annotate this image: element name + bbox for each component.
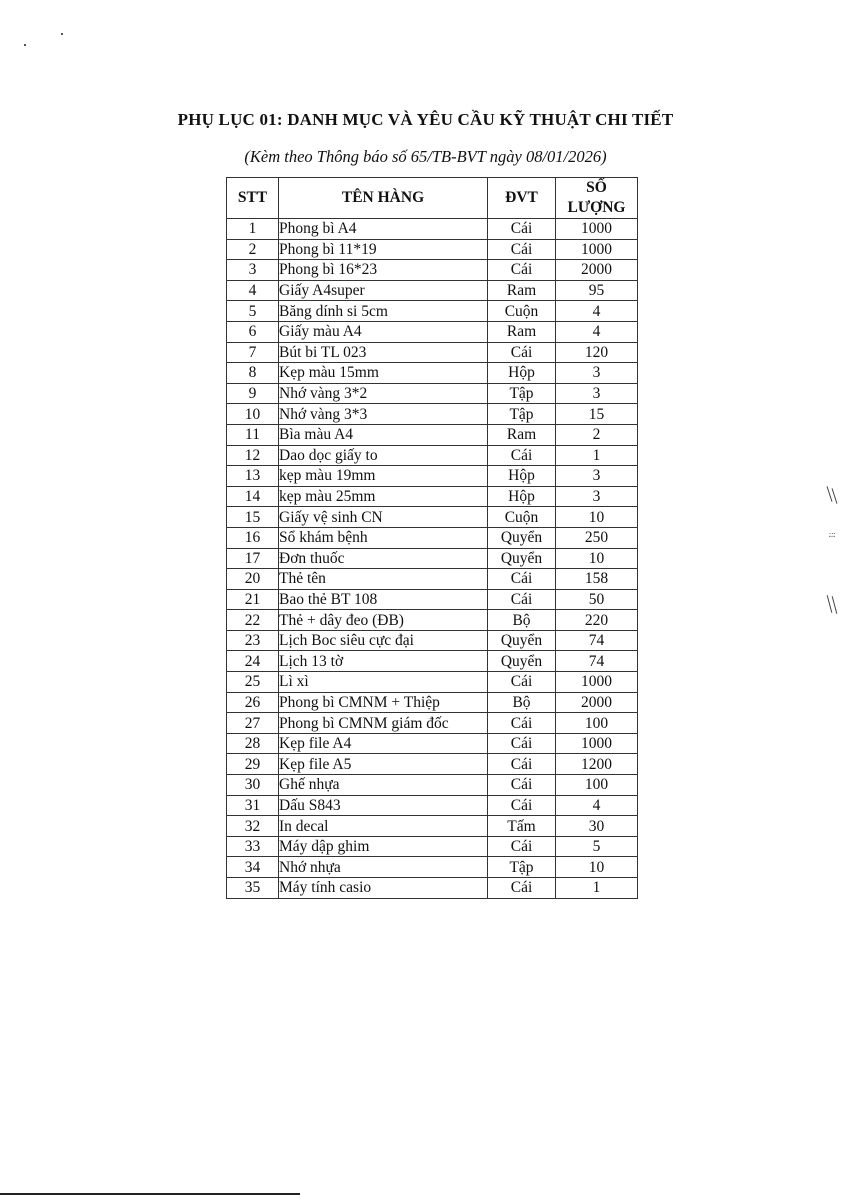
cell-name: Phong bì A4 — [279, 219, 488, 240]
cell-qty: 4 — [556, 795, 638, 816]
header-qty — [556, 178, 638, 219]
table-row — [227, 692, 638, 713]
cell-unit: Cái — [488, 219, 556, 240]
table-row — [227, 280, 638, 301]
cell-name: Kẹp file A4 — [279, 733, 488, 754]
margin-stamp-fragment: ⁝⁞ — [826, 532, 836, 538]
scan-speck — [61, 33, 63, 35]
cell-stt: 16 — [227, 527, 279, 548]
cell-qty: 1000 — [556, 733, 638, 754]
cell-name: Thẻ + dây đeo (ĐB) — [279, 610, 488, 631]
page-subtitle: (Kèm theo Thông báo số 65/TB-BVT ngày 08/01/2026) — [244, 147, 607, 166]
cell-qty: 3 — [556, 466, 638, 487]
cell-unit: Cái — [488, 239, 556, 260]
cell-qty: 250 — [556, 527, 638, 548]
page-title: PHỤ LỤC 01: DANH MỤC VÀ YÊU CẦU KỸ THUẬT CHI TIẾT — [177, 110, 674, 129]
header-stt: STT — [227, 178, 279, 219]
cell-qty: 10 — [556, 548, 638, 569]
header-qty-line1: SỐ — [586, 179, 607, 196]
cell-unit: Hộp — [488, 486, 556, 507]
cell-unit: Cuộn — [488, 301, 556, 322]
cell-name: Lịch Boc siêu cực đại — [279, 630, 488, 651]
cell-name: Bìa màu A4 — [279, 424, 488, 445]
cell-name: Thẻ tên — [279, 569, 488, 590]
cell-stt: 11 — [227, 424, 279, 445]
cell-name: Giấy A4super — [279, 280, 488, 301]
cell-name: Giấy vệ sinh CN — [279, 507, 488, 528]
cell-stt: 17 — [227, 548, 279, 569]
table-row — [227, 321, 638, 342]
cell-stt: 10 — [227, 404, 279, 425]
table-header-row — [227, 178, 638, 219]
table-row — [227, 466, 638, 487]
table-row — [227, 713, 638, 734]
cell-qty: 2000 — [556, 260, 638, 281]
cell-name: Bao thẻ BT 108 — [279, 589, 488, 610]
cell-unit: Tập — [488, 404, 556, 425]
table-row — [227, 445, 638, 466]
table-row — [227, 589, 638, 610]
cell-unit: Cái — [488, 713, 556, 734]
cell-unit: Cuộn — [488, 507, 556, 528]
cell-qty: 1200 — [556, 754, 638, 775]
items-table — [226, 177, 638, 899]
cell-qty: 5 — [556, 836, 638, 857]
header-unit: ĐVT — [488, 178, 556, 219]
table-row — [227, 836, 638, 857]
cell-unit: Bộ — [488, 692, 556, 713]
cell-stt: 24 — [227, 651, 279, 672]
cell-unit: Cái — [488, 878, 556, 899]
cell-name: Kẹp màu 15mm — [279, 363, 488, 384]
cell-name: Bút bi TL 023 — [279, 342, 488, 363]
cell-qty: 158 — [556, 569, 638, 590]
cell-unit: Cái — [488, 836, 556, 857]
header-name: TÊN HÀNG — [279, 178, 488, 219]
cell-stt: 22 — [227, 610, 279, 631]
cell-unit: Cái — [488, 672, 556, 693]
cell-stt: 35 — [227, 878, 279, 899]
table-body — [227, 219, 638, 899]
cell-unit: Cái — [488, 589, 556, 610]
cell-stt: 20 — [227, 569, 279, 590]
table-row — [227, 527, 638, 548]
cell-stt: 29 — [227, 754, 279, 775]
cell-qty: 2000 — [556, 692, 638, 713]
cell-stt: 23 — [227, 630, 279, 651]
cell-qty: 120 — [556, 342, 638, 363]
cell-stt: 1 — [227, 219, 279, 240]
cell-qty: 3 — [556, 383, 638, 404]
cell-unit: Ram — [488, 280, 556, 301]
cell-name: Máy dập ghim — [279, 836, 488, 857]
cell-unit: Cái — [488, 342, 556, 363]
cell-name: Dao dọc giấy to — [279, 445, 488, 466]
table-row — [227, 424, 638, 445]
table-row — [227, 610, 638, 631]
cell-qty: 95 — [556, 280, 638, 301]
cell-stt: 28 — [227, 733, 279, 754]
cell-qty: 100 — [556, 713, 638, 734]
cell-stt: 6 — [227, 321, 279, 342]
cell-qty: 220 — [556, 610, 638, 631]
cell-unit: Quyển — [488, 548, 556, 569]
cell-name: Sổ khám bệnh — [279, 527, 488, 548]
cell-stt: 33 — [227, 836, 279, 857]
cell-name: Phong bì CMNM giám đốc — [279, 713, 488, 734]
table-row — [227, 878, 638, 899]
cell-stt: 7 — [227, 342, 279, 363]
scan-bottom-edge — [0, 1193, 300, 1195]
cell-name: Nhớ vàng 3*3 — [279, 404, 488, 425]
cell-qty: 10 — [556, 857, 638, 878]
table-row — [227, 651, 638, 672]
cell-name: Phong bì 11*19 — [279, 239, 488, 260]
cell-name: Máy tính casio — [279, 878, 488, 899]
cell-name: Đơn thuốc — [279, 548, 488, 569]
cell-unit: Cái — [488, 260, 556, 281]
cell-unit: Quyển — [488, 651, 556, 672]
cell-name: Kẹp file A5 — [279, 754, 488, 775]
cell-unit: Cái — [488, 775, 556, 796]
cell-unit: Quyển — [488, 630, 556, 651]
cell-qty: 1 — [556, 445, 638, 466]
cell-qty: 10 — [556, 507, 638, 528]
cell-stt: 34 — [227, 857, 279, 878]
cell-name: Phong bì CMNM + Thiệp — [279, 692, 488, 713]
cell-name: kẹp màu 19mm — [279, 466, 488, 487]
cell-name: In decal — [279, 816, 488, 837]
cell-qty: 30 — [556, 816, 638, 837]
cell-qty: 1000 — [556, 672, 638, 693]
cell-unit: Quyển — [488, 527, 556, 548]
cell-stt: 30 — [227, 775, 279, 796]
table-row — [227, 672, 638, 693]
cell-unit: Tập — [488, 857, 556, 878]
table-row — [227, 486, 638, 507]
cell-name: Ghế nhựa — [279, 775, 488, 796]
cell-unit: Cái — [488, 795, 556, 816]
cell-unit: Bộ — [488, 610, 556, 631]
table-row — [227, 507, 638, 528]
cell-qty: 4 — [556, 301, 638, 322]
table-row — [227, 383, 638, 404]
cell-stt: 8 — [227, 363, 279, 384]
cell-unit: Tấm — [488, 816, 556, 837]
cell-name: Băng dính si 5cm — [279, 301, 488, 322]
cell-name: Lì xì — [279, 672, 488, 693]
table-row — [227, 816, 638, 837]
cell-qty: 1000 — [556, 239, 638, 260]
cell-name: Giấy màu A4 — [279, 321, 488, 342]
table-row — [227, 404, 638, 425]
cell-name: Lịch 13 tờ — [279, 651, 488, 672]
cell-unit: Cái — [488, 754, 556, 775]
table-row — [227, 569, 638, 590]
cell-unit: Cái — [488, 733, 556, 754]
cell-unit: Tập — [488, 383, 556, 404]
cell-qty: 2 — [556, 424, 638, 445]
table-row — [227, 775, 638, 796]
cell-unit: Cái — [488, 445, 556, 466]
cell-unit: Hộp — [488, 363, 556, 384]
cell-name: kẹp màu 25mm — [279, 486, 488, 507]
cell-name: Nhớ nhựa — [279, 857, 488, 878]
cell-name: Nhớ vàng 3*2 — [279, 383, 488, 404]
cell-name: Dấu S843 — [279, 795, 488, 816]
cell-unit: Ram — [488, 424, 556, 445]
cell-qty: 3 — [556, 486, 638, 507]
scan-speck — [24, 44, 26, 46]
cell-qty: 74 — [556, 651, 638, 672]
table-row — [227, 754, 638, 775]
cell-stt: 27 — [227, 713, 279, 734]
table-row — [227, 857, 638, 878]
cell-qty: 100 — [556, 775, 638, 796]
table-row — [227, 630, 638, 651]
cell-qty: 15 — [556, 404, 638, 425]
cell-unit: Ram — [488, 321, 556, 342]
cell-name: Phong bì 16*23 — [279, 260, 488, 281]
cell-qty: 3 — [556, 363, 638, 384]
cell-stt: 5 — [227, 301, 279, 322]
cell-stt: 25 — [227, 672, 279, 693]
margin-stroke — [832, 596, 838, 614]
cell-stt: 9 — [227, 383, 279, 404]
table-row — [227, 342, 638, 363]
cell-stt: 2 — [227, 239, 279, 260]
table-row — [227, 548, 638, 569]
cell-stt: 14 — [227, 486, 279, 507]
cell-stt: 21 — [227, 589, 279, 610]
cell-stt: 31 — [227, 795, 279, 816]
cell-unit: Cái — [488, 569, 556, 590]
table-row — [227, 301, 638, 322]
cell-qty: 4 — [556, 321, 638, 342]
cell-stt: 32 — [227, 816, 279, 837]
cell-qty: 50 — [556, 589, 638, 610]
cell-qty: 1 — [556, 878, 638, 899]
cell-stt: 12 — [227, 445, 279, 466]
cell-unit: Hộp — [488, 466, 556, 487]
cell-stt: 15 — [227, 507, 279, 528]
table-row — [227, 363, 638, 384]
table-row — [227, 239, 638, 260]
cell-stt: 3 — [227, 260, 279, 281]
cell-qty: 1000 — [556, 219, 638, 240]
header-qty-line2: LƯỢNG — [567, 199, 626, 216]
cell-stt: 26 — [227, 692, 279, 713]
table-row — [227, 260, 638, 281]
cell-stt: 4 — [227, 280, 279, 301]
table-row — [227, 795, 638, 816]
table-row — [227, 733, 638, 754]
cell-qty: 74 — [556, 630, 638, 651]
table-row — [227, 219, 638, 240]
cell-stt: 13 — [227, 466, 279, 487]
